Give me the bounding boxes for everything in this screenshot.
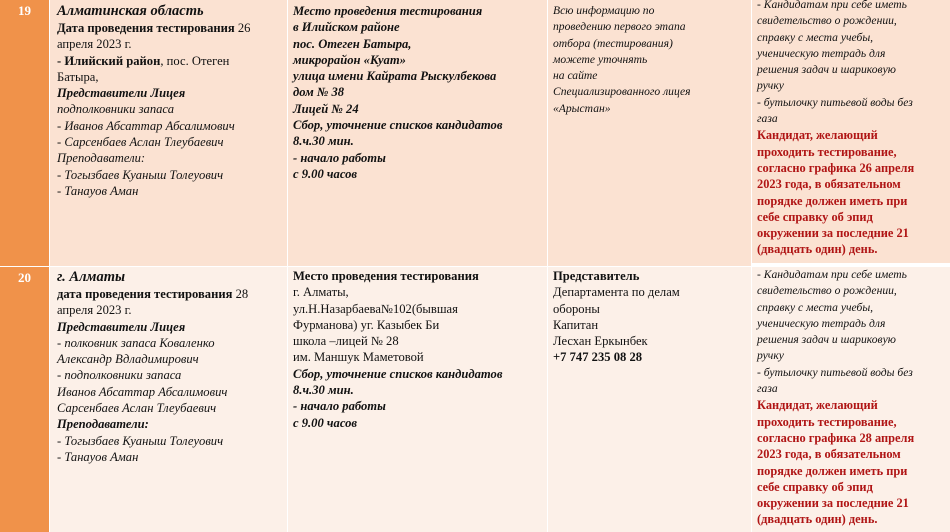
text-line: Иванов Абсаттар Абсалимович <box>57 384 228 399</box>
text-line: - Танауов Аман <box>57 449 139 464</box>
text-line: решения задач и шариковую <box>757 63 896 77</box>
info-cell <box>547 0 751 266</box>
text-line: - бутылочку питьевой воды без <box>757 95 913 109</box>
text-line <box>57 302 287 318</box>
text-line: - Иванов Абсаттар Абсалимович <box>57 118 235 133</box>
text-line: проходить тестирование, <box>757 144 897 159</box>
text-line: - Сарсенбаев Аслан Тлеубаевич <box>57 135 224 150</box>
text-line: ул.Н.Назарбаева№102(бывшая <box>293 301 458 316</box>
text-line: Алматинская область <box>57 3 204 19</box>
text-line: 8.ч.30 мин. <box>293 383 354 398</box>
text-line: Специализированного лицея <box>553 85 691 99</box>
region-cell <box>50 266 287 532</box>
text-line: Преподаватели: <box>57 151 146 166</box>
text-line: Фурманова) уг. Казыбек Би <box>293 317 440 332</box>
text-line: «Арыстан» <box>553 101 611 115</box>
text-line: Место проведения тестирования <box>293 4 483 18</box>
text-line: проходить тестирование, <box>757 414 897 429</box>
text-line: Департамента по делам <box>553 285 680 300</box>
text-line: газа <box>757 382 778 396</box>
text-line: (двадцать один) день. <box>757 512 878 527</box>
text-line: с 9.00 часов <box>293 415 358 430</box>
text-line: порядке должен иметь при <box>757 463 908 478</box>
text-line: дом № 38 <box>293 85 345 100</box>
text-line: проведению первого этапа <box>553 20 686 34</box>
text-line: можете уточнять <box>553 52 648 66</box>
text-line <box>57 36 287 52</box>
text-line: улица имени Кайрата Рыскулбекова <box>293 69 497 84</box>
text-line: им. Маншук Маметовой <box>293 350 424 365</box>
text-fragment: согласно графика <box>757 430 860 445</box>
text-line: ручку <box>757 79 784 93</box>
text-fragment: 26 <box>237 21 251 35</box>
text-fragment: - Илийский район <box>57 53 161 68</box>
text-line: Сбор, уточнение списков кандидатов <box>293 118 503 133</box>
text-line: решения задач и шариковую <box>757 333 896 347</box>
region-cell <box>50 0 287 266</box>
text-line: с 9.00 часов <box>293 166 358 181</box>
text-fragment: апреля 2023 г. <box>57 37 132 52</box>
text-line: +7 747 235 08 28 <box>553 350 643 365</box>
text-line: - Танауов Аман <box>57 183 139 198</box>
text-line: Лесхан Еркынбек <box>553 334 648 349</box>
text-line <box>57 286 287 302</box>
text-line <box>57 53 287 69</box>
text-line: Сарсенбаев Аслан Тлеубаевич <box>57 401 217 416</box>
text-line: окружении за последние 21 <box>757 496 909 511</box>
text-line: г. Алматы <box>57 269 126 285</box>
text-line: Всю информацию по <box>553 4 655 17</box>
text-line: ученическую тетрадь для <box>757 316 886 330</box>
row-number: 19 <box>0 0 50 266</box>
text-fragment: Дата проведения тестирования <box>57 21 238 35</box>
text-line: себе справку об эпид <box>757 209 873 224</box>
text-line: отбора (тестирования) <box>553 36 673 50</box>
text-line: Представители Лицея <box>57 86 186 101</box>
text-fragment: 28 <box>235 287 249 301</box>
text-line <box>757 430 950 446</box>
text-line: справку с места учебы, <box>757 300 874 314</box>
text-line: Кандидат, желающий <box>757 398 878 413</box>
text-line: школа –лицей № 28 <box>293 334 399 349</box>
text-line: Капитан <box>553 317 599 332</box>
text-line: окружении за последние 21 <box>757 226 909 241</box>
text-line: - бутылочку питьевой воды без <box>757 365 913 379</box>
requirements-cell <box>751 266 950 532</box>
text-line: - Тогызбаев Куаныш Толеуович <box>57 433 224 448</box>
text-line: - начало работы <box>293 150 386 165</box>
text-line: - подполковники запаса <box>57 368 182 383</box>
venue-cell <box>287 0 547 266</box>
text-line: в Илийском районе <box>293 20 400 35</box>
text-line: 2023 года, в обязательном <box>757 447 901 462</box>
text-line: обороны <box>553 301 600 316</box>
text-line: - начало работы <box>293 399 386 414</box>
text-line: подполковники запаса <box>57 102 174 117</box>
text-line: Александр Вдладимирович <box>57 352 199 367</box>
text-line: - Кандидатам при себе иметь <box>757 0 907 11</box>
text-line: Преподаватели: <box>57 417 149 432</box>
text-line: согласно графика 26 апреля <box>757 160 915 175</box>
text-fragment: апреля <box>871 430 915 445</box>
text-fragment: , пос. Отеген <box>160 53 230 68</box>
text-line: свидетельство о рождении, <box>757 284 897 298</box>
text-line: 8.ч.30 мин. <box>293 134 354 149</box>
text-line: - Кандидатам при себе иметь <box>757 268 907 281</box>
row-number: 20 <box>0 266 50 532</box>
text-line: Батыра, <box>57 69 99 84</box>
text-line: порядке должен иметь при <box>757 193 908 208</box>
text-line: газа <box>757 112 778 126</box>
text-line: ученическую тетрадь для <box>757 46 886 60</box>
text-line: микрорайон «Куат» <box>293 52 406 67</box>
text-line: Представитель <box>553 269 640 283</box>
text-line: г. Алматы, <box>293 285 349 300</box>
venue-cell <box>287 266 547 532</box>
text-fragment: 28 <box>859 430 872 445</box>
text-line: - полковник запаса Коваленко <box>57 335 215 350</box>
text-line: пос. Отеген Батыра, <box>293 36 412 51</box>
text-line: на сайте <box>553 69 598 83</box>
text-line: Представители Лицея <box>57 319 186 334</box>
text-fragment: апреля 2023 г. <box>57 303 132 318</box>
text-fragment: дата проведения тестирования <box>57 287 236 301</box>
text-line: Кандидат, желающий <box>757 128 878 143</box>
text-line: Лицей № 24 <box>293 101 359 116</box>
text-line: (двадцать один) день. <box>757 242 878 257</box>
text-line: справку с места учебы, <box>757 30 874 44</box>
text-line: - Тогызбаев Куаныш Толеуович <box>57 167 224 182</box>
text-line <box>57 20 287 36</box>
text-line: свидетельство о рождении, <box>757 14 897 28</box>
text-line: себе справку об эпид <box>757 479 873 494</box>
text-line: 2023 года, в обязательном <box>757 177 901 192</box>
text-line: Сбор, уточнение списков кандидатов <box>293 366 503 381</box>
text-line: ручку <box>757 349 784 363</box>
contact-cell <box>547 266 751 532</box>
text-line: Место проведения тестирования <box>293 269 479 283</box>
requirements-cell <box>751 0 950 263</box>
